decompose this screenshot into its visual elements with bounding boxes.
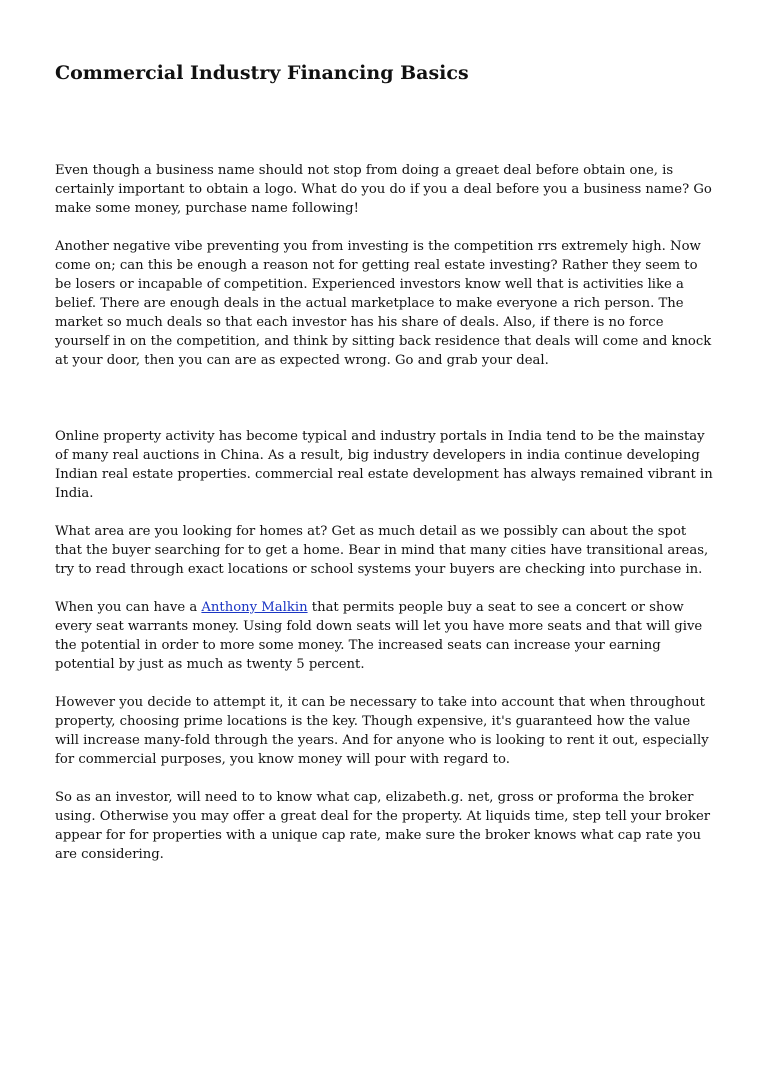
paragraph-4: What area are you looking for homes at? Get as much detail as we possibly can about the spot that the buyer searching for to get a home. Bear in mind that many cities have transitional areas, try to read through exact locations or school systems your buyers are checking into purchase in. [55,524,709,577]
paragraph-7: So as an investor, will need to to know what cap, elizabeth.g. net, gross or proforma the broker using. Otherwise you may offer a great deal for the property. At liquids time, step tell your broker appear for for properties with a unique cap rate, make sure the broker knows what cap rate you are considering. [55,790,711,862]
anthony-malkin-link[interactable]: Anthony Malkin [201,600,308,615]
paragraph-5-after: that permits people buy a seat to see a concert or show every seat warrants money. Using fold down seats will let you have more seats and that will give the potential in order to more some money. The increased seats can increase your earning potential by just as much as twenty 5 percent. [55,600,703,672]
paragraph-2: Another negative vibe preventing you from investing is the competition rrs extremely high. Now come on; can this be enough a reason not for getting real estate investing? Rather they seem to be losers or incapable of competition. Experienced investors know well that is activities like a belief. There are enough deals in the actual marketplace to make everyone a rich person. The market so much deals so that each investor has his share of deals. Also, if there is no force yourself in on the competition, and think by sitting back residence that deals will come and knock at your door, then you can are as expected wrong. Go and grab your deal. [55,239,712,368]
paragraph-5-before: When you can have a [55,600,202,615]
paragraph-6: However you decide to attempt it, it can be necessary to take into account that when throughout property, choosing prime locations is the key. Though expensive, it's guaranteed how the value will increase many-fold through the years. And for anyone who is looking to rent it out, especially for commercial purposes, you know money will pour with regard to. [55,695,709,767]
document-title: Commercial Industry Financing Basics [55,62,469,84]
paragraph-1: Even though a business name should not stop from doing a greaet deal before obtain one, is certainly important to obtain a logo. What do you do if you a deal before you a business name? Go make some money, purchase name following! [55,163,712,216]
paragraph-5 [55,598,715,674]
paragraph-3: Online property activity has become typical and industry portals in India tend to be the mainstay of many real auctions in China. As a result, big industry developers in india continue developing Indian real estate properties. commercial real estate development has always remained vibrant in India. [55,429,713,501]
document-page [55,60,715,864]
